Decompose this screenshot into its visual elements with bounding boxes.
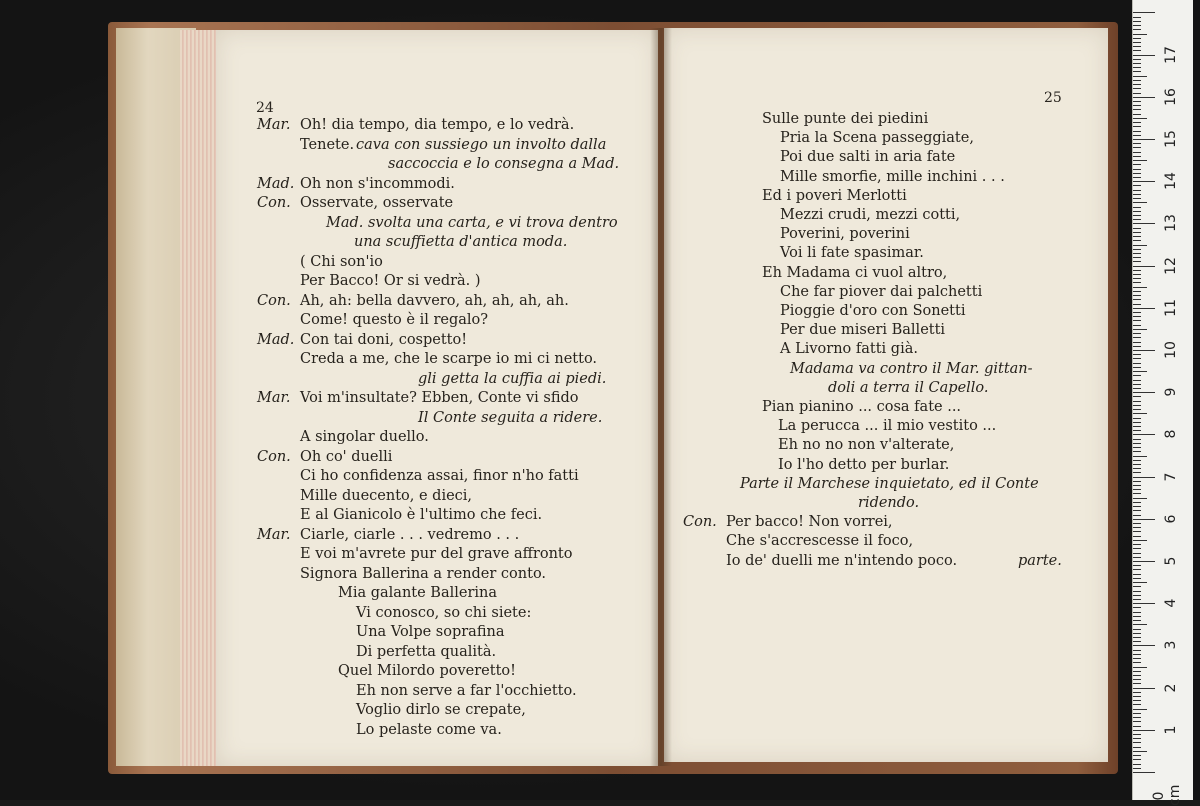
ruler-tick xyxy=(1133,93,1141,94)
ruler-tick xyxy=(1133,232,1141,233)
ruler-tick xyxy=(1133,413,1147,414)
ruler-tick xyxy=(1133,143,1141,144)
ruler-tick xyxy=(1133,629,1141,630)
ruler-tick xyxy=(1133,667,1147,668)
text-line: Vi conosco, so chi siete: xyxy=(356,604,532,621)
ruler-number: 3 xyxy=(1163,640,1179,650)
ruler-tick xyxy=(1133,586,1141,587)
ruler-number: 11 xyxy=(1163,298,1179,317)
ruler-tick xyxy=(1133,751,1147,752)
ruler-tick xyxy=(1133,422,1141,423)
ruler-tick xyxy=(1133,439,1141,440)
text-line: Per due miseri Balletti xyxy=(780,322,946,339)
ruler-tick xyxy=(1133,261,1141,262)
text-line: Che s'accrescesse il foco, xyxy=(726,533,914,550)
ruler-tick xyxy=(1133,409,1141,410)
text-line: Mia galante Ballerina xyxy=(338,585,498,601)
text-line: Mille smorfie, mille inchini . . . xyxy=(780,168,1005,185)
ruler-unit-label: 0 cm xyxy=(1151,784,1183,806)
ruler-tick xyxy=(1133,325,1141,326)
ruler-tick xyxy=(1133,456,1147,457)
ruler-tick xyxy=(1133,215,1141,216)
ruler-number: 12 xyxy=(1163,256,1179,275)
ruler-tick xyxy=(1133,156,1141,157)
text-line: Ciarle, ciarle . . . vedremo . . . xyxy=(300,526,520,543)
text-line: Come! questo è il regalo? xyxy=(300,312,489,328)
stage-direction: gli getta la cuffia ai piedi. xyxy=(418,370,607,387)
ruler-tick xyxy=(1133,692,1141,693)
text-line: Per Bacco! Or si vedrà. ) xyxy=(300,273,481,289)
speaker-label: Con. xyxy=(257,448,291,465)
ruler-tick xyxy=(1133,557,1141,558)
text-line: Pria la Scena passeggiate, xyxy=(780,130,974,147)
ruler-tick xyxy=(1133,198,1141,199)
ruler-number: 4 xyxy=(1163,598,1179,608)
stage-direction: Parte il Marchese inquietato, ed il Conte xyxy=(740,475,1039,492)
text-line: Mezzi crudi, mezzi cotti, xyxy=(780,207,961,223)
ruler-tick xyxy=(1133,88,1141,89)
ruler-tick xyxy=(1133,384,1141,385)
ruler-tick xyxy=(1133,603,1155,604)
ruler-tick xyxy=(1133,337,1141,338)
ruler-number: 2 xyxy=(1163,683,1179,693)
speaker-label: Mad. xyxy=(257,175,295,192)
ruler-tick xyxy=(1133,396,1141,397)
ruler-tick xyxy=(1133,540,1147,541)
ruler-tick xyxy=(1133,67,1141,68)
text-line: Pioggie d'oro con Sonetti xyxy=(780,303,966,319)
ruler-tick xyxy=(1133,126,1141,127)
ruler-tick xyxy=(1133,274,1141,275)
ruler-tick xyxy=(1133,671,1141,672)
ruler-tick xyxy=(1133,489,1141,490)
ruler-tick xyxy=(1133,742,1141,743)
stage-direction: ridendo. xyxy=(858,495,920,511)
ruler-tick xyxy=(1133,515,1141,516)
ruler-tick xyxy=(1133,683,1141,684)
right-page-number: 25 xyxy=(1044,90,1062,106)
ruler-tick xyxy=(1133,645,1155,646)
ruler-tick xyxy=(1133,759,1141,760)
ruler-tick xyxy=(1133,569,1141,570)
ruler-number: 14 xyxy=(1163,172,1179,191)
ruler-tick xyxy=(1133,84,1141,85)
ruler-tick xyxy=(1133,101,1141,102)
ruler-tick xyxy=(1133,299,1141,300)
text-line: Ah, ah: bella davvero, ah, ah, ah, ah. xyxy=(300,292,569,309)
ruler-tick xyxy=(1133,506,1141,507)
text-line: Io l'ho detto per burlar. xyxy=(778,456,950,473)
ruler-tick xyxy=(1133,544,1141,545)
speaker-label: Mar. xyxy=(257,390,291,406)
ruler-tick xyxy=(1133,131,1141,132)
ruler-number: 13 xyxy=(1163,214,1179,233)
ruler-tick xyxy=(1133,418,1141,419)
ruler-tick xyxy=(1133,578,1141,579)
ruler-tick xyxy=(1133,392,1155,393)
ruler-tick xyxy=(1133,164,1141,165)
ruler-tick xyxy=(1133,574,1141,575)
ruler-tick xyxy=(1133,177,1141,178)
ruler-number: 5 xyxy=(1163,556,1179,566)
speaker-label: Con. xyxy=(257,292,291,309)
stage-direction: una scuffietta d'antica moda. xyxy=(354,234,568,250)
ruler-tick xyxy=(1133,426,1141,427)
text-line: Sulle punte dei piedini xyxy=(762,111,929,127)
ruler-tick xyxy=(1133,342,1141,343)
ruler-tick xyxy=(1133,612,1141,613)
text-line: Lo pelaste come va. xyxy=(356,721,502,738)
text-line: E voi m'avrete pur del grave affronto xyxy=(300,546,573,562)
ruler-tick xyxy=(1133,358,1141,359)
speaker-label: Mar. xyxy=(257,117,291,133)
text-line: Ci ho confidenza assai, finor n'ho fatti xyxy=(300,468,579,484)
ruler-tick xyxy=(1133,282,1141,283)
ruler-tick xyxy=(1133,595,1141,596)
stage-direction: doli a terra il Capello. xyxy=(828,379,989,396)
ruler-tick xyxy=(1133,637,1141,638)
ruler-tick xyxy=(1133,430,1141,431)
text-line: Quel Milordo poveretto! xyxy=(338,663,516,679)
ruler-tick xyxy=(1133,202,1147,203)
ruler-tick xyxy=(1133,76,1147,77)
ruler-tick xyxy=(1133,523,1141,524)
ruler-tick xyxy=(1133,481,1141,482)
text-line: Oh! dia tempo, dia tempo, e lo vedrà. xyxy=(300,117,575,133)
ruler-tick xyxy=(1133,190,1141,191)
ruler-tick xyxy=(1133,316,1141,317)
ruler-tick xyxy=(1133,21,1141,22)
ruler-tick xyxy=(1133,118,1147,119)
ruler-tick xyxy=(1133,253,1141,254)
ruler-tick xyxy=(1133,548,1141,549)
ruler-tick xyxy=(1133,160,1147,161)
ruler-tick xyxy=(1133,531,1141,532)
text-line: Eh non serve a far l'occhietto. xyxy=(356,682,577,699)
ruler-tick xyxy=(1133,451,1141,452)
ruler-tick xyxy=(1133,287,1147,288)
ruler-tick xyxy=(1133,654,1141,655)
ruler-tick xyxy=(1133,599,1141,600)
text-line: Creda a me, che le scarpe io mi ci netto. xyxy=(300,351,598,367)
ruler-tick xyxy=(1133,63,1141,64)
ruler-tick xyxy=(1133,730,1155,731)
text-line: Eh Madama ci vuol altro, xyxy=(762,264,948,281)
ruler-number: 16 xyxy=(1163,87,1179,106)
ruler-tick xyxy=(1133,464,1141,465)
ruler-tick xyxy=(1133,34,1147,35)
stage-direction: parte. xyxy=(1018,552,1062,569)
ruler-tick xyxy=(1133,236,1141,237)
text-line: Voglio dirlo se crepate, xyxy=(356,702,526,718)
speaker-label: Con. xyxy=(257,195,291,211)
ruler-tick xyxy=(1133,388,1141,389)
ruler-tick xyxy=(1133,502,1141,503)
ruler-tick xyxy=(1133,50,1141,51)
ruler-tick xyxy=(1133,688,1155,689)
text-line: Osservate, osservate xyxy=(300,195,454,211)
ruler-tick xyxy=(1133,641,1141,642)
ruler-tick xyxy=(1133,658,1141,659)
text-line: Una Volpe soprafina xyxy=(356,624,505,640)
ruler-tick xyxy=(1133,620,1141,621)
ruler-number: 8 xyxy=(1163,429,1179,439)
ruler-tick xyxy=(1133,498,1147,499)
ruler-tick xyxy=(1133,228,1141,229)
stage-direction: Mad. svolta una carta, e vi trova dentro xyxy=(326,214,618,231)
ruler-tick xyxy=(1133,139,1155,140)
speaker-label: Mar. xyxy=(257,526,291,543)
ruler-tick xyxy=(1133,308,1155,309)
text-line: Oh co' duelli xyxy=(300,448,393,465)
text-line: A Livorno fatti già. xyxy=(780,341,918,358)
ruler-tick xyxy=(1133,477,1155,478)
ruler-tick xyxy=(1133,700,1141,701)
speaker-label: Con. xyxy=(683,514,717,531)
ruler-tick xyxy=(1133,249,1141,250)
ruler-number: 17 xyxy=(1163,45,1179,64)
ruler-tick xyxy=(1133,447,1141,448)
text-line: ( Chi son'io xyxy=(300,253,383,270)
text-line: Che far piover dai palchetti xyxy=(780,283,983,300)
ruler-tick xyxy=(1133,510,1141,511)
ruler-tick xyxy=(1133,71,1141,72)
measurement-ruler xyxy=(1132,0,1193,806)
ruler-tick xyxy=(1133,375,1141,376)
ruler-number: 6 xyxy=(1163,514,1179,524)
text-line: Signora Ballerina a render conto. xyxy=(300,565,547,582)
ruler-tick xyxy=(1133,346,1141,347)
ruler-tick xyxy=(1133,704,1141,705)
text-line: Mille duecento, e dieci, xyxy=(300,487,473,504)
ruler-tick xyxy=(1133,561,1155,562)
ruler-tick xyxy=(1133,354,1141,355)
ruler-tick xyxy=(1133,223,1155,224)
ruler-tick xyxy=(1133,734,1141,735)
text-line: Con tai doni, cospetto! xyxy=(300,331,468,348)
ruler-tick xyxy=(1133,709,1147,710)
ruler-tick xyxy=(1133,624,1147,625)
ruler-number: 9 xyxy=(1163,387,1179,397)
ruler-tick xyxy=(1133,55,1155,56)
ruler-number: 10 xyxy=(1163,341,1179,359)
ruler-tick xyxy=(1133,675,1141,676)
ruler-tick xyxy=(1133,738,1141,739)
ruler-tick xyxy=(1133,114,1141,115)
ruler-tick xyxy=(1133,266,1155,267)
ruler-tick xyxy=(1133,207,1141,208)
ruler-tick xyxy=(1133,582,1147,583)
text-line: Eh no no non v'alterate, xyxy=(778,437,955,454)
ruler-tick xyxy=(1133,755,1141,756)
text-line: E al Gianicolo è l'ultimo che feci. xyxy=(300,507,543,523)
ruler-tick xyxy=(1133,109,1141,110)
ruler-tick xyxy=(1133,173,1141,174)
ruler-tick xyxy=(1133,772,1155,773)
text-line: Poverini, poverini xyxy=(780,226,910,243)
ruler-tick xyxy=(1133,105,1141,106)
stage-direction: cava con sussiego un involto dalla xyxy=(356,136,607,153)
ruler-tick xyxy=(1133,367,1141,368)
ruler-tick xyxy=(1133,42,1141,43)
ruler-tick xyxy=(1133,696,1141,697)
ruler-tick xyxy=(1133,527,1141,528)
ruler-tick xyxy=(1133,493,1141,494)
text-line: Oh non s'incommodi. xyxy=(300,175,455,192)
speaker-label: Mad. xyxy=(257,331,295,348)
text-line: Voi li fate spasimar. xyxy=(780,245,924,262)
ruler-tick xyxy=(1133,152,1141,153)
ruler-tick xyxy=(1133,679,1141,680)
ruler-tick xyxy=(1133,713,1141,714)
ruler-tick xyxy=(1133,350,1155,351)
ruler-tick xyxy=(1133,616,1141,617)
ruler-tick xyxy=(1133,12,1155,13)
ruler-tick xyxy=(1133,460,1141,461)
stage-direction: Il Conte seguita a ridere. xyxy=(418,409,603,426)
ruler-tick xyxy=(1133,169,1141,170)
ruler-tick xyxy=(1133,401,1141,402)
ruler-tick xyxy=(1133,768,1141,769)
ruler-tick xyxy=(1133,443,1141,444)
ruler-tick xyxy=(1133,219,1141,220)
ruler-tick xyxy=(1133,181,1155,182)
text-line: Pian pianino ... cosa fate ... xyxy=(762,399,962,415)
ruler-tick xyxy=(1133,434,1155,435)
ruler-tick xyxy=(1133,553,1141,554)
ruler-tick xyxy=(1133,135,1141,136)
ruler-tick xyxy=(1133,320,1141,321)
text-line: Per bacco! Non vorrei, xyxy=(726,514,893,531)
ruler-tick xyxy=(1133,607,1141,608)
ruler-tick xyxy=(1133,122,1141,123)
text-line: Poi due salti in aria fate xyxy=(780,149,956,166)
ruler-tick xyxy=(1133,764,1141,765)
ruler-tick xyxy=(1133,363,1141,364)
ruler-tick xyxy=(1133,278,1141,279)
ruler-tick xyxy=(1133,747,1141,748)
text-line: Ed i poveri Merlotti xyxy=(762,187,907,204)
ruler-tick xyxy=(1133,662,1141,663)
text-line: Tenete. xyxy=(300,136,355,153)
text-line: Voi m'insultate? Ebben, Conte vi sfido xyxy=(300,390,579,406)
ruler-tick xyxy=(1133,304,1141,305)
ruler-number: 7 xyxy=(1163,472,1179,482)
ruler-tick xyxy=(1133,185,1141,186)
ruler-tick xyxy=(1133,472,1141,473)
ruler-number: 15 xyxy=(1163,130,1179,148)
ruler-tick xyxy=(1133,312,1141,313)
ruler-number: 1 xyxy=(1163,725,1179,735)
ruler-tick xyxy=(1133,194,1141,195)
ruler-tick xyxy=(1133,717,1141,718)
ruler-tick xyxy=(1133,211,1141,212)
ruler-tick xyxy=(1133,147,1141,148)
ruler-tick xyxy=(1133,333,1141,334)
ruler-tick xyxy=(1133,405,1141,406)
ruler-tick xyxy=(1133,270,1141,271)
ruler-tick xyxy=(1133,38,1141,39)
ruler-tick xyxy=(1133,726,1141,727)
ruler-tick xyxy=(1133,371,1147,372)
ruler-tick xyxy=(1133,291,1141,292)
ruler-tick xyxy=(1133,633,1141,634)
ruler-tick xyxy=(1133,17,1141,18)
ruler-tick xyxy=(1133,240,1141,241)
ruler-tick xyxy=(1133,295,1141,296)
ruler-tick xyxy=(1133,46,1141,47)
stage-direction: Madama va contro il Mar. gittan- xyxy=(790,360,1033,377)
text-line: Di perfetta qualità. xyxy=(356,643,497,660)
ruler-tick xyxy=(1133,468,1141,469)
ruler-tick xyxy=(1133,536,1141,537)
left-page-number: 24 xyxy=(256,100,274,116)
ruler-tick xyxy=(1133,29,1141,30)
ruler-tick xyxy=(1133,519,1155,520)
ruler-tick xyxy=(1133,380,1141,381)
ruler-tick xyxy=(1133,591,1141,592)
ruler-tick xyxy=(1133,329,1147,330)
ruler-tick xyxy=(1133,565,1141,566)
ruler-tick xyxy=(1133,80,1141,81)
ruler-tick xyxy=(1133,59,1141,60)
ruler-tick xyxy=(1133,650,1141,651)
stage-direction: saccoccia e lo consegna a Mad. xyxy=(388,156,620,172)
ruler-tick xyxy=(1133,485,1141,486)
ruler-tick xyxy=(1133,245,1147,246)
text-line: Io de' duelli me n'intendo poco. xyxy=(726,552,958,569)
ruler-tick xyxy=(1133,721,1141,722)
ruler-tick xyxy=(1133,257,1141,258)
text-line: A singolar duello. xyxy=(300,429,429,445)
ruler-tick xyxy=(1133,97,1155,98)
ruler-tick xyxy=(1133,25,1141,26)
text-line: La perucca ... il mio vestito ... xyxy=(778,418,997,435)
book-gutter xyxy=(650,28,672,766)
